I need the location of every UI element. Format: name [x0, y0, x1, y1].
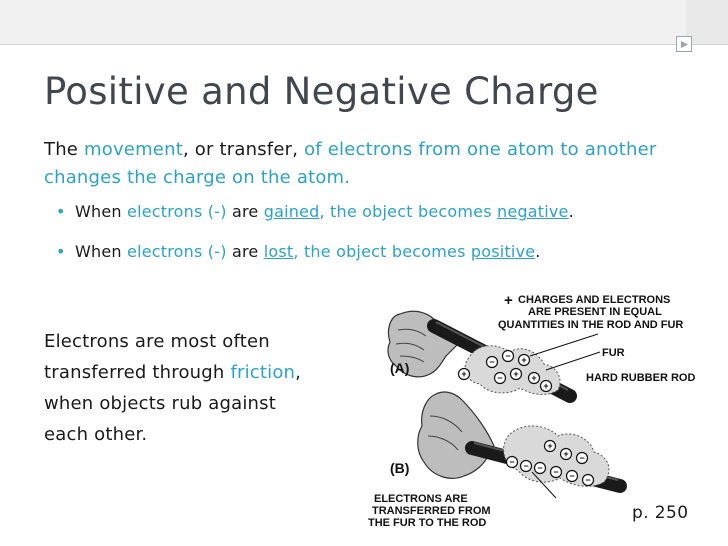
svg-text:−: −	[579, 453, 585, 463]
friction-line: when objects rub against	[44, 393, 276, 414]
bullet-text: .	[568, 202, 574, 221]
svg-text:−: −	[569, 471, 575, 481]
caption-line: THE FUR TO THE ROD	[368, 517, 487, 529]
bullet-text: are	[226, 202, 264, 221]
rod-and-fur-illustration	[360, 286, 720, 538]
bullet-highlight: , the object becomes	[293, 242, 471, 261]
svg-text:+: +	[521, 355, 527, 365]
bullet-list	[56, 199, 716, 279]
svg-text:−: −	[509, 457, 515, 467]
svg-text:+: +	[513, 369, 519, 379]
friction-line: each other.	[44, 424, 148, 445]
svg-text:−: −	[489, 357, 495, 367]
bullet-highlight: electrons (-)	[127, 242, 227, 261]
caption-line: TRANSFERRED FROM	[372, 505, 491, 517]
intro-highlight-movement: movement	[84, 139, 183, 160]
svg-text:−: −	[585, 475, 591, 485]
caption-line: ELECTRONS ARE	[374, 493, 468, 505]
callout-line: QUANTITIES IN THE ROD AND FUR	[498, 319, 684, 331]
svg-text:+: +	[461, 369, 467, 379]
bullet-highlight: , the object becomes	[319, 202, 498, 221]
list-item	[56, 199, 716, 239]
svg-text:+: +	[547, 441, 553, 451]
bullet-link-positive: positive	[470, 242, 536, 261]
bullet-dot-icon: •	[56, 242, 66, 261]
panel-a-label: (A)	[390, 360, 410, 376]
svg-text:+: +	[531, 373, 537, 383]
bullet-text: When	[75, 242, 128, 261]
svg-text:−: −	[497, 373, 503, 383]
friction-text: transferred through	[44, 362, 231, 383]
page-reference: p. 250	[632, 503, 689, 523]
svg-text:−: −	[523, 461, 529, 471]
svg-text:+: +	[563, 449, 569, 459]
bullet-highlight: electrons (-)	[127, 202, 227, 221]
intro-paragraph	[44, 136, 704, 192]
callout-line: ARE PRESENT IN EQUAL	[528, 306, 662, 318]
bullet-text: are	[226, 242, 264, 261]
fur-label: FUR	[602, 347, 625, 359]
svg-text:−: −	[505, 351, 511, 361]
bullet-text: .	[535, 242, 541, 261]
friction-paragraph	[44, 326, 344, 450]
top-bar-band	[0, 0, 686, 44]
rod-label: HARD RUBBER ROD	[586, 372, 696, 384]
bullet-text: When	[75, 202, 128, 221]
bullet-link-gained: gained	[263, 202, 320, 221]
intro-highlight-electrons: of electrons from one atom to another changes the charge on the atom.	[44, 139, 657, 188]
callout-plus-sign: +	[504, 292, 513, 309]
friction-line: Electrons are most often	[44, 331, 270, 352]
top-bar-rule	[0, 44, 728, 45]
bullet-link-lost: lost	[263, 242, 294, 261]
svg-text:−: −	[537, 463, 543, 473]
slide-top-bar	[0, 0, 728, 44]
panel-b-label: (B)	[390, 460, 410, 476]
friction-line	[44, 357, 344, 388]
intro-text: , or transfer,	[182, 139, 305, 160]
intro-text: The	[44, 139, 84, 160]
friction-highlight: friction	[230, 362, 296, 383]
hand-b-illustration	[418, 392, 494, 478]
svg-text:−: −	[553, 467, 559, 477]
bullet-dot-icon: •	[56, 202, 66, 221]
svg-text:+: +	[543, 381, 549, 391]
top-bar-corner	[686, 0, 728, 44]
friction-text: ,	[295, 362, 302, 383]
bullet-link-negative: negative	[497, 202, 569, 221]
triangle-marker-icon	[676, 36, 692, 52]
list-item	[56, 239, 716, 279]
callout-line: CHARGES AND ELECTRONS	[518, 294, 671, 306]
slide-title: Positive and Negative Charge	[44, 70, 599, 113]
